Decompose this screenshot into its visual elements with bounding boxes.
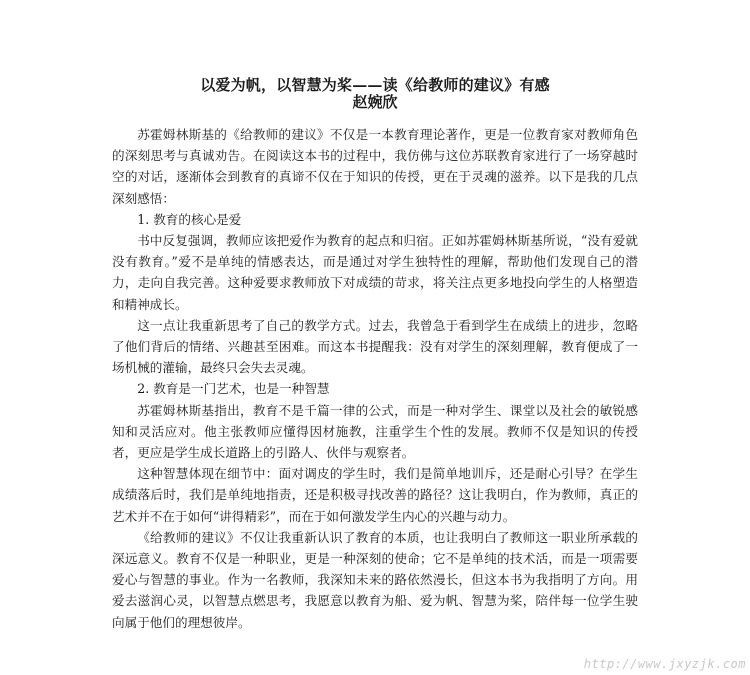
section-heading-1: 1. 教育的核心是爱 bbox=[137, 211, 242, 227]
paragraph-intro: 苏霍姆林斯基的《给教师的建议》不仅是一本教育理论著作，更是一位教育家对教师角色的深刻思考与真诚劝告。在阅读这本书的过程中，我仿佛与这位苏联教育家进行了一场穿越时空的对话，逐渐体会到教育的真谛不仅在于知识的传授，更在于灵魂的滋养。以下是我的几点深刻感悟： bbox=[112, 127, 638, 206]
paragraph: 这种智慧体现在细节中：面对调皮的学生时，我们是简单地训斥，还是耐心引导？在学生成绩落后时，我们是单纯地指责，还是积极寻找改善的路径？这让我明白，作为教师，真正的艺术并不在于如何“讲得精彩”，而在于如何激发学生内心的兴趣与动力。 bbox=[112, 466, 638, 524]
watermark-url: http://www.jxyzjk.com bbox=[583, 657, 746, 671]
document-title: 以爱为帆，以智慧为桨——读《给教师的建议》有感 bbox=[200, 76, 550, 94]
paragraph: 这一点让我重新思考了自己的教学方式。过去，我曾急于看到学生在成绩上的进步，忽略了他们背后的情绪、兴趣甚至困难。而这本书提醒我：没有对学生的深刻理解，教育便成了一场机械的灌输，最终只会失去灵魂。 bbox=[112, 317, 638, 376]
paragraph: 苏霍姆林斯基指出，教育不是千篇一律的公式，而是一种对学生、课堂以及社会的敏锐感知和灵活应对。他主张教师应懂得因材施教，注重学生个性的发展。教师不仅是知识的传授者，更应是学生成长道路上的引路人、伙伴与观察者。 bbox=[112, 402, 638, 461]
document-author: 赵婉欣 bbox=[352, 93, 398, 111]
paragraph-conclusion: 《给教师的建议》不仅让我重新认识了教育的本质，也让我明白了教师这一职业所承载的深远意义。教育不仅是一种职业，更是一种深刻的使命；它不是单纯的技术活，而是一项需要爱心与智慧的事业。作为一名教师，我深知未来的路依然漫长，但这本书为我指明了方向。用爱去滋润心灵，以智慧点燃思考，我愿意以教育为船、爱为帆、智慧为桨，陪伴每一位学生驶向属于他们的理想彼岸。 bbox=[112, 529, 638, 630]
document-body bbox=[112, 124, 638, 633]
paragraph: 书中反复强调，教师应该把爱作为教育的起点和归宿。正如苏霍姆林斯基所说，“没有爱就没有教育。”爱不是单纯的情感表达，而是通过对学生独特性的理解，帮助他们发现自己的潜力，走向自我完善。这种爱要求教师放下对成绩的苛求，将关注点更多地投向学生的人格塑造和精神成长。 bbox=[112, 233, 638, 312]
section-heading-2: 2. 教育是一门艺术，也是一种智慧 bbox=[137, 381, 330, 397]
